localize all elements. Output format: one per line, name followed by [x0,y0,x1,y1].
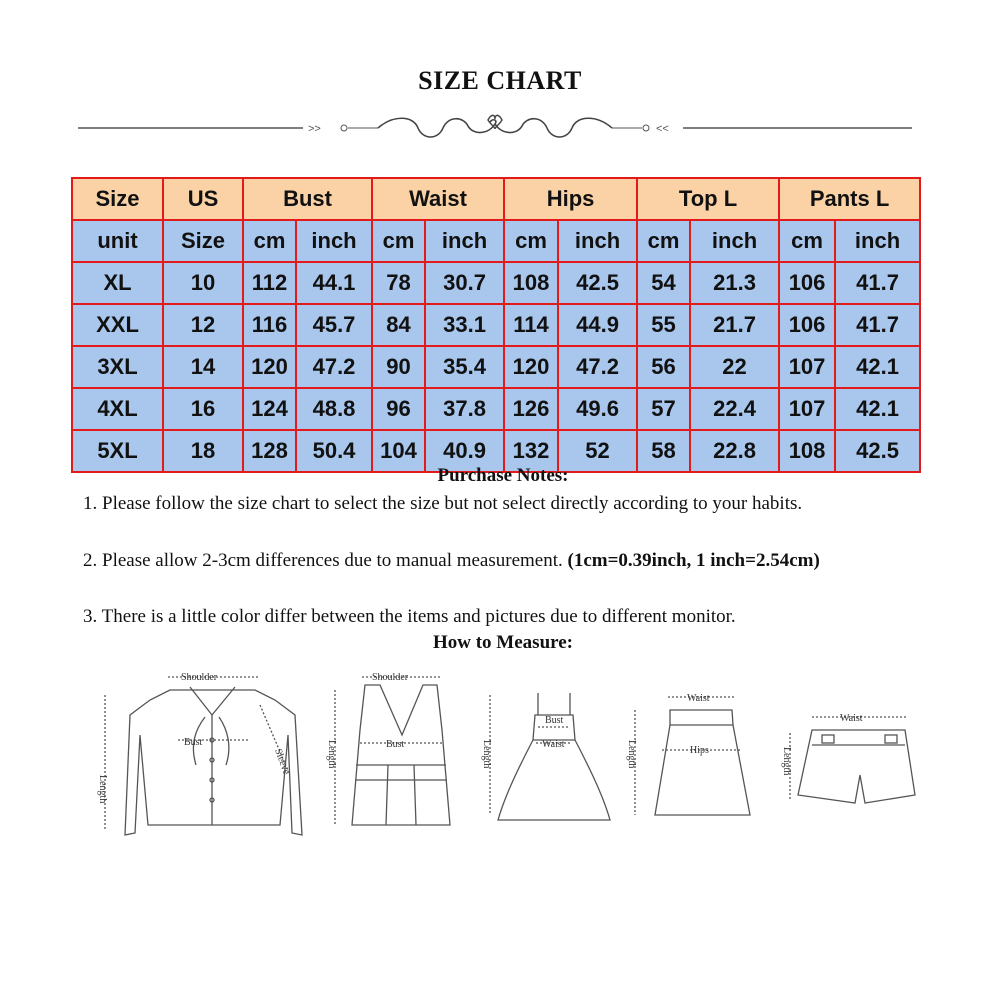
unit-cell: cm [372,220,425,262]
length-label: Length [481,740,492,769]
note-2-conversion: (1cm=0.39inch, 1 inch=2.54cm) [567,550,820,571]
table-cell: 58 [637,430,690,472]
sleeve-label: Sleeve [272,747,292,777]
unit-cell: inch [558,220,637,262]
table-cell: 30.7 [425,262,504,304]
unit-cell: cm [243,220,296,262]
unit-cell: Size [163,220,243,262]
table-cell: 5XL [72,430,163,472]
table-cell: 22 [690,346,779,388]
waist-label: Waist [840,713,863,724]
table-cell: 16 [163,388,243,430]
table-cell: 12 [163,304,243,346]
waist-label: Waist [687,693,710,704]
table-cell: 42.5 [558,262,637,304]
unit-cell: cm [779,220,835,262]
table-cell: 14 [163,346,243,388]
dress-diagram [490,693,610,820]
table-row [72,262,920,304]
length-label: Length [326,740,337,769]
table-cell: XXL [72,304,163,346]
tank-top-diagram [335,677,450,825]
table-cell: 40.9 [425,430,504,472]
table-cell: 37.8 [425,388,504,430]
table-cell: 41.7 [835,304,920,346]
table-cell: 116 [243,304,296,346]
table-cell: 112 [243,262,296,304]
table-cell: 52 [558,430,637,472]
table-cell: 18 [163,430,243,472]
unit-cell: inch [425,220,504,262]
table-cell: 120 [504,346,558,388]
header-cell: Bust [243,178,372,220]
table-cell: 3XL [72,346,163,388]
table-cell: 132 [504,430,558,472]
hips-label: Hips [690,745,709,756]
table-cell: 10 [163,262,243,304]
note-2 [83,547,933,575]
shorts-diagram [790,717,915,803]
header-cell: Hips [504,178,637,220]
note-3: 3. There is a little color differ between the items and pictures due to different monitor. [83,606,736,627]
purchase-notes-title: Purchase Notes: [437,465,569,486]
table-cell: 42.5 [835,430,920,472]
table-cell: 54 [637,262,690,304]
size-chart-table [71,177,921,473]
table-row [72,388,920,430]
shoulder-label: Shoulder [181,672,218,683]
header-cell: Waist [372,178,504,220]
table-cell: 78 [372,262,425,304]
table-cell: 42.1 [835,388,920,430]
table-cell: 50.4 [296,430,372,472]
table-cell: 22.8 [690,430,779,472]
table-cell: 35.4 [425,346,504,388]
table-cell: 21.3 [690,262,779,304]
table-cell: 114 [504,304,558,346]
table-cell: 45.7 [296,304,372,346]
table-header-row [72,178,920,220]
table-cell: 22.4 [690,388,779,430]
length-label: Length [97,775,108,804]
header-cell: US [163,178,243,220]
unit-cell: inch [296,220,372,262]
table-cell: 107 [779,346,835,388]
table-cell: 108 [779,430,835,472]
table-cell: 44.1 [296,262,372,304]
decorative-divider [78,110,912,146]
header-cell: Top L [637,178,779,220]
how-to-measure-title: How to Measure: [432,632,573,653]
table-cell: 42.1 [835,346,920,388]
table-cell: 57 [637,388,690,430]
waist-label: Waist [542,739,565,750]
unit-cell: cm [504,220,558,262]
table-cell: 33.1 [425,304,504,346]
table-cell: 106 [779,262,835,304]
skirt-diagram [635,697,750,815]
table-cell: 104 [372,430,425,472]
table-row [72,346,920,388]
table-cell: XL [72,262,163,304]
table-cell: 44.9 [558,304,637,346]
table-cell: 106 [779,304,835,346]
table-cell: 4XL [72,388,163,430]
table-cell: 49.6 [558,388,637,430]
table-cell: 55 [637,304,690,346]
svg-text:>>: >> [308,123,321,135]
table-cell: 47.2 [296,346,372,388]
table-unit-row [72,220,920,262]
table-cell: 124 [243,388,296,430]
table-cell: 21.7 [690,304,779,346]
note-2-text: 2. Please allow 2-3cm differences due to manual measurement. [83,550,568,571]
table-cell: 90 [372,346,425,388]
bust-label: Bust [184,737,203,748]
length-label: Length [781,747,792,776]
table-cell: 48.8 [296,388,372,430]
table-cell: 47.2 [558,346,637,388]
unit-cell: inch [835,220,920,262]
table-cell: 96 [372,388,425,430]
table-cell: 120 [243,346,296,388]
shoulder-label: Shoulder [372,672,409,683]
table-cell: 41.7 [835,262,920,304]
header-cell: Pants L [779,178,920,220]
header-cell: Size [72,178,163,220]
note-1: 1. Please follow the size chart to select the size but not select directly according to your habits. [83,493,803,514]
table-cell: 128 [243,430,296,472]
page-title: SIZE CHART [418,66,582,95]
measurement-diagrams [0,655,1000,855]
table-cell: 107 [779,388,835,430]
table-cell: 126 [504,388,558,430]
length-label: Length [626,740,637,769]
bust-label: Bust [386,739,405,750]
table-row [72,304,920,346]
svg-text:<<: << [656,123,669,135]
unit-cell: unit [72,220,163,262]
bust-label: Bust [545,715,564,726]
blouse-diagram [105,677,302,835]
unit-cell: cm [637,220,690,262]
table-cell: 56 [637,346,690,388]
unit-cell: inch [690,220,779,262]
table-cell: 108 [504,262,558,304]
table-cell: 84 [372,304,425,346]
